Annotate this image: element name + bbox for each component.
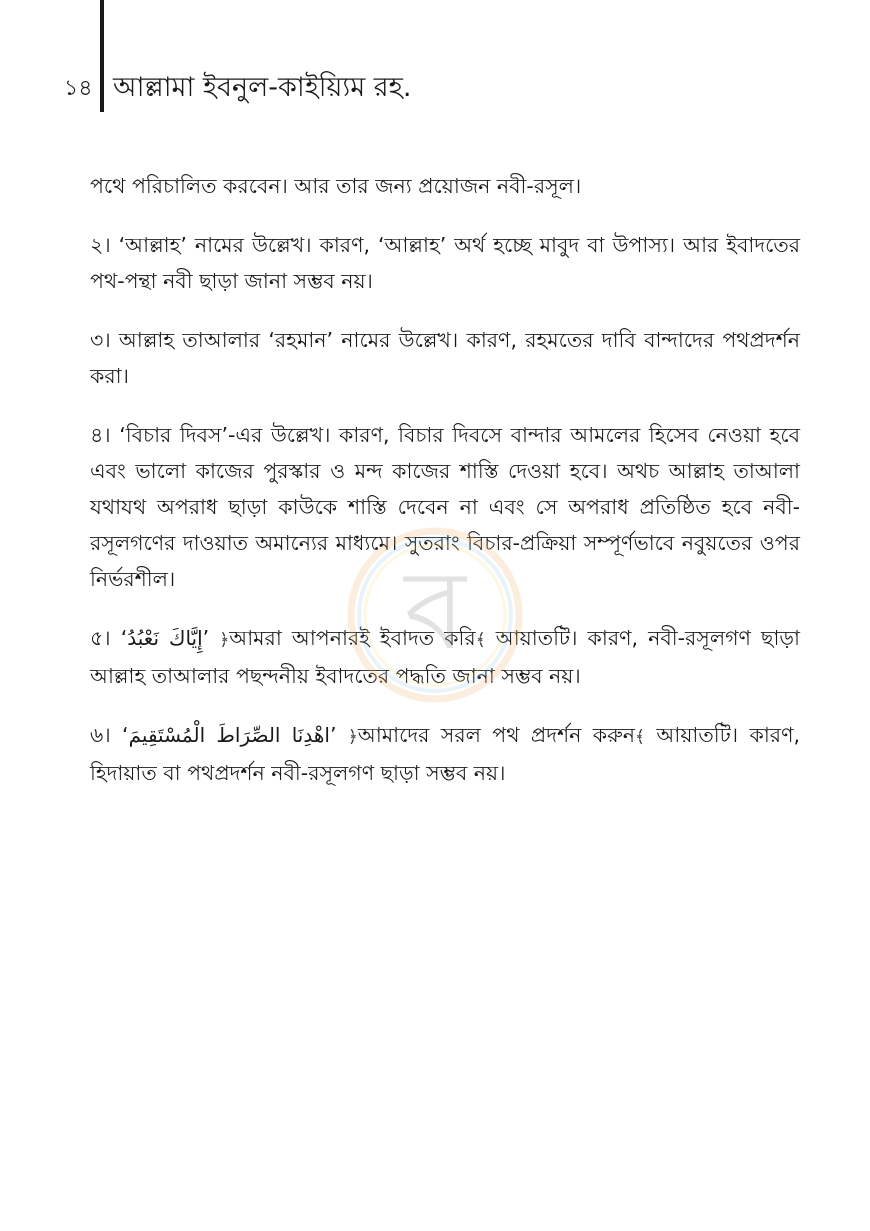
ornate-bracket-close: ﴾ [635, 727, 646, 747]
watermark-glyph: ব [404, 546, 466, 674]
paragraph-text: আয়াতটি। কারণ, নবী-রসূলগণ ছাড়া আল্লাহ তাআলার পছন্দনীয় ইবাদতের পদ্ধতি জানা সম্ভব নয়। [90, 626, 800, 688]
paragraph-5 [90, 620, 800, 694]
quote-close: ’ [329, 723, 348, 747]
verse-translation: আমরা আপনারই ইবাদত করি [229, 626, 476, 650]
ornate-bracket-open: ﴿ [347, 727, 358, 747]
paragraph-1: পথে পরিচালিত করবেন। আর তার জন্য প্রয়োজন নবী-রসূল। [90, 174, 582, 198]
arabic-verse: اهْدِنَا الصِّرَاطَ الْمُسْتَقِيمَ [128, 723, 330, 747]
paragraph-4: ৪। ‘বিচার দিবস’-এর উল্লেখ। কারণ, বিচার দিবসে বান্দার আমলের হিসেব নেওয়া হবে এবং ভালো কাজের পুরস্কার ও মন্দ কাজের শাস্তি দেওয়া হবে। অথচ আল্লাহ তাআলা যথাযথ অপরাধ ছাড়া কাউকে শাস্তি দেবেন না এবং সে অপরাধ প্রতিষ্ঠিত হবে নবী-রসূলগণের দাওয়াত অমান্যের মাধ্যমে। সুতরাং বিচার-প্রক্রিয়া সম্পূর্ণভাবে নবুয়তের ওপর নির্ভরশীল। [90, 423, 800, 591]
paragraph-text: আয়াতটি। কারণ, হিদায়াত বা পথপ্রদর্শন নবী-রসূলগণ ছাড়া সম্ভব নয়। [90, 723, 800, 785]
ornate-bracket-close: ﴾ [475, 630, 486, 650]
item-number: ৬। ‘ [90, 723, 129, 747]
arabic-verse: إِيَّاكَ نَعْبُدُ [127, 626, 203, 650]
paragraph-2: ২। ‘আল্লাহ’ নামের উল্লেখ। কারণ, ‘আল্লাহ’ অর্থ হচ্ছে মাবুদ বা উপাস্য। আর ইবাদতের পথ-পন্থা নবী ছাড়া জানা সম্ভব নয়। [90, 233, 800, 293]
ornate-bracket-open: ﴿ [219, 630, 230, 650]
paragraph-6 [90, 717, 800, 791]
page-number: ১৪ [64, 76, 93, 101]
verse-translation: আমাদের সরল পথ প্রদর্শন করুন [357, 723, 636, 747]
item-number: ৫। ‘ [90, 626, 128, 650]
header-divider [100, 0, 104, 112]
quote-close: ’ [202, 626, 220, 650]
body-text [90, 168, 800, 814]
paragraph-3: ৩। আল্লাহ তাআলার ‘রহমান’ নামের উল্লেখ। কারণ, রহমতের দাবি বান্দাদের পথপ্রদর্শন করা। [90, 328, 800, 388]
running-title: আল্লামা ইবনুল-কাইয়্যিম রহ. [113, 72, 412, 103]
